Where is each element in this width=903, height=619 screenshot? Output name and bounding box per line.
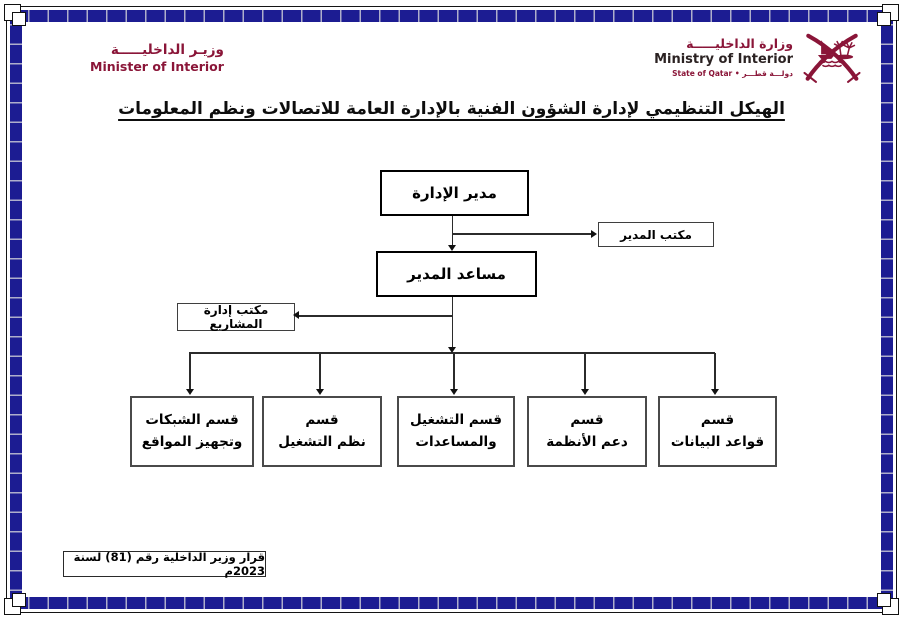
- connector-line: [714, 353, 715, 389]
- org-box-director-office: مكتب المدير: [598, 222, 714, 247]
- org-box-assistant-director: مساعد المدير: [376, 251, 537, 297]
- minister-title-english: Minister of Interior: [90, 59, 224, 74]
- connector-arrow-down: [448, 245, 456, 251]
- connector-line: [452, 212, 453, 245]
- page-title: الهيكل التنظيمي لإدارة الشؤون الفنية بالإدارة العامة للاتصالات ونظم المعلومات: [118, 99, 785, 119]
- qatar-moi-emblem-icon: [800, 26, 864, 84]
- org-box-section-databases: [658, 396, 777, 467]
- connector-arrow-down: [581, 389, 589, 395]
- section-label-line: وتجهيز المواقع: [141, 434, 243, 450]
- frame-corner-ornament: [3, 3, 31, 31]
- section-label-line: قسم التشغيل: [410, 411, 502, 428]
- state-of-qatar-line: State of Qatar • دولـــة قطـــر: [672, 69, 793, 78]
- frame-band-right: [881, 10, 893, 609]
- section-label-line: قسم: [305, 411, 339, 428]
- minister-header: [90, 42, 224, 74]
- ministry-title-arabic: وزارة الداخليـــــة: [686, 36, 793, 51]
- ministry-header: [654, 36, 793, 78]
- connector-line: [453, 353, 454, 389]
- connector-arrow-down: [448, 347, 456, 353]
- connector-arrow-right: [591, 230, 597, 238]
- connector-line: [584, 353, 585, 389]
- section-label-line: والمساعدات: [415, 434, 497, 450]
- decree-reference-box: قرار وزير الداخلية رقم (81) لسنة 2023م: [63, 551, 266, 577]
- connector-arrow-down: [316, 389, 324, 395]
- connector-line: [453, 233, 591, 234]
- connector-arrow-down: [711, 389, 719, 395]
- frame-band-top: [10, 10, 893, 22]
- org-box-section-networks: [130, 396, 254, 467]
- connector-line: [189, 353, 190, 389]
- section-label-line: قسم: [570, 411, 604, 428]
- org-box-section-systems-support: [527, 396, 647, 467]
- frame-corner-ornament: [872, 588, 900, 616]
- connector-arrow-down: [450, 389, 458, 395]
- connector-arrow-left: [293, 311, 299, 319]
- org-box-director: مدير الإدارة: [380, 170, 529, 216]
- section-label-line: قسم الشبكات: [145, 411, 239, 428]
- connector-line: [319, 353, 320, 389]
- minister-title-arabic: وزيـر الداخليـــــة: [110, 42, 224, 58]
- section-label-line: قواعد البيانات: [670, 434, 765, 450]
- frame-corner-ornament: [3, 588, 31, 616]
- org-box-section-operating-systems: [262, 396, 382, 467]
- connector-line: [299, 315, 453, 316]
- org-box-section-operations-support: [397, 396, 515, 467]
- connector-line: [452, 293, 453, 347]
- frame-band-left: [10, 10, 22, 609]
- section-label-line: نظم التشغيل: [278, 434, 366, 450]
- ministry-title-english: Ministry of Interior: [654, 52, 793, 67]
- section-label-line: دعم الأنظمة: [546, 434, 628, 450]
- frame-band-bottom: [10, 597, 893, 609]
- connector-arrow-down: [186, 389, 194, 395]
- org-box-projects-office: مكتب إدارة المشاريع: [177, 303, 295, 331]
- frame-corner-ornament: [872, 3, 900, 31]
- section-label-line: قسم: [700, 411, 735, 428]
